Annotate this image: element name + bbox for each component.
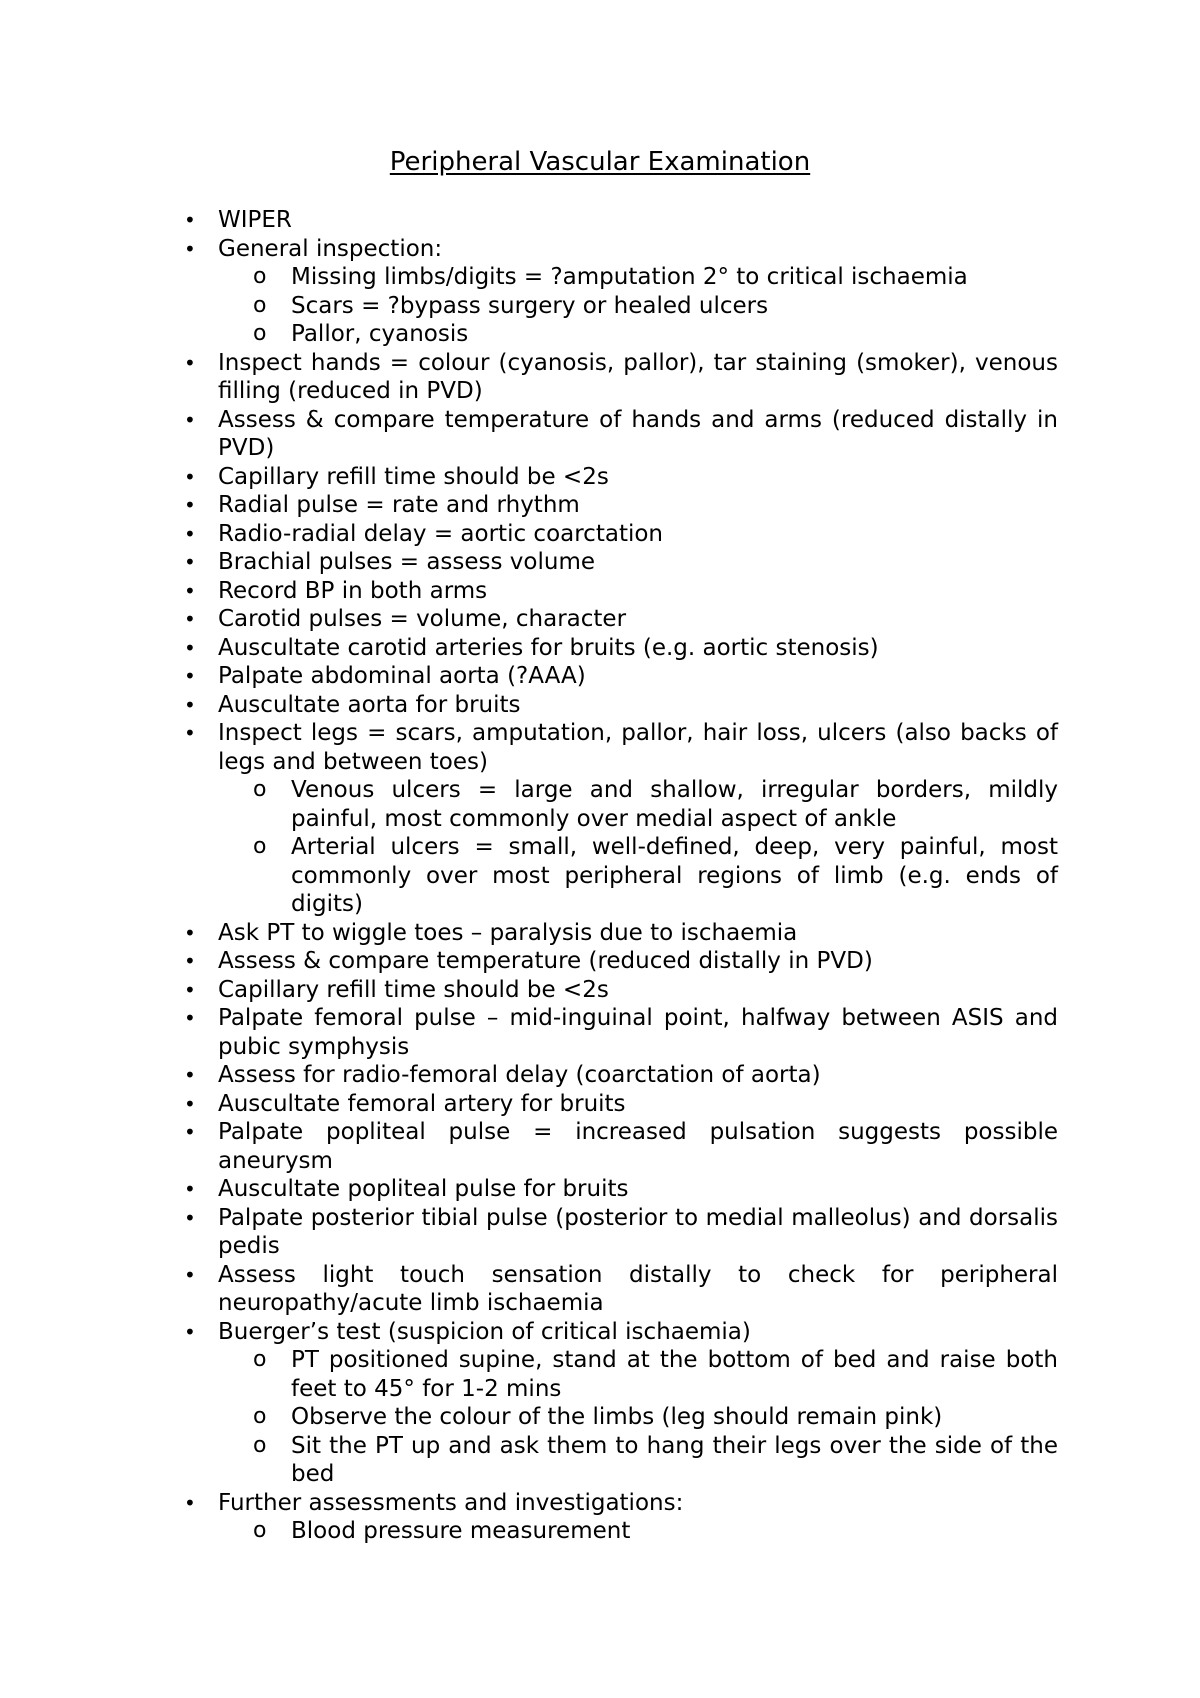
sub-list (218, 263, 1058, 349)
list-item-text: Ask PT to wiggle toes – paralysis due to ischaemia (218, 919, 798, 946)
list-item (184, 1004, 1058, 1061)
list-item (184, 349, 1058, 406)
sub-list-item (253, 1346, 1058, 1403)
bullet-icon: • (184, 949, 196, 973)
sub-list-item (253, 263, 1058, 292)
list-item-text: Brachial pulses = assess volume (218, 549, 596, 575)
list-item-text: Record BP in both arms (218, 577, 488, 604)
sub-list-item-text: Venous ulcers = large and shallow, irregular borders, mildly painful, most commonly over medial aspect of ankle (291, 777, 1058, 832)
list-item (184, 1118, 1058, 1175)
bullet-icon: • (184, 721, 196, 745)
list-item (184, 520, 1058, 549)
sub-list-item (253, 1517, 1058, 1546)
list-item-text: Radial pulse = rate and rhythm (218, 492, 580, 518)
sub-list-item (253, 1432, 1058, 1489)
list-item-text: Inspect hands = colour (cyanosis, pallor), tar staining (smoker), venous filling (reduced in PVD) (218, 349, 1058, 404)
bullet-icon: • (184, 977, 196, 1002)
sub-list-item (253, 292, 1058, 321)
list-item (184, 719, 1058, 919)
circle-bullet-icon: o (253, 1432, 267, 1458)
bullet-icon: • (184, 920, 196, 945)
bullet-icon: • (184, 1063, 196, 1087)
sub-list-item-text: Sit the PT up and ask them to hang their legs over the side of the bed (291, 1432, 1058, 1487)
bullet-icon: • (184, 550, 196, 574)
sub-list-item-text: Arterial ulcers = small, well-defined, deep, very painful, most commonly over most peripheral regions of limb (e.g. ends of digits) (291, 834, 1058, 917)
page-title: Peripheral Vascular Examination (389, 147, 811, 177)
list-item (184, 662, 1058, 691)
bullet-icon: • (184, 464, 196, 489)
list-item-text: Palpate femoral pulse – mid-inguinal point, halfway between ASIS and pubic symphysis (218, 1005, 1058, 1060)
list-item (184, 947, 1058, 976)
list-item (184, 577, 1058, 606)
list-item-text: Palpate posterior tibial pulse (posterior to medial malleolus) and dorsalis pedis (218, 1204, 1058, 1259)
list-item-text: Palpate popliteal pulse = increased pulsation suggests possible aneurysm (218, 1119, 1058, 1174)
sub-list (218, 1517, 1058, 1546)
bullet-icon: • (184, 1319, 196, 1344)
list-item-text: Assess & compare temperature (reduced distally in PVD) (218, 948, 873, 974)
list-item-text: Auscultate carotid arteries for bruits (e.g. aortic stenosis) (218, 634, 879, 661)
list-item-text: Buerger’s test (suspicion of critical ischaemia) (218, 1318, 751, 1345)
bullet-icon: • (184, 1120, 196, 1144)
list-item-text: Radio-radial delay = aortic coarctation (218, 520, 663, 547)
list-item (184, 1489, 1058, 1546)
bullet-icon: • (184, 692, 196, 717)
list-item (184, 1261, 1058, 1318)
document-body (184, 206, 1058, 1546)
bullet-icon: • (184, 1205, 196, 1230)
list-item-text: WIPER (218, 207, 292, 233)
bullet-icon: • (184, 407, 196, 432)
list-item-text: Auscultate popliteal pulse for bruits (218, 1176, 629, 1202)
bullet-icon: • (184, 236, 196, 261)
circle-bullet-icon: o (253, 321, 267, 346)
sub-list-item-text: Missing limbs/digits = ?amputation 2° to critical ischaemia (291, 264, 968, 290)
list-item (184, 206, 1058, 235)
bullet-icon: • (184, 521, 196, 546)
list-item-text: Further assessments and investigations: (218, 1489, 684, 1516)
list-item (184, 634, 1058, 663)
list-item-text: Capillary refill time should be <2s (218, 976, 609, 1003)
circle-bullet-icon: o (253, 264, 267, 289)
sub-list (218, 1346, 1058, 1489)
bullet-icon: • (184, 578, 196, 603)
list-item (184, 976, 1058, 1005)
bullet-icon: • (184, 664, 196, 688)
sub-list-item-text: Observe the colour of the limbs (leg should remain pink) (291, 1404, 943, 1430)
circle-bullet-icon: o (253, 1347, 267, 1372)
sub-list-item-text: PT positioned supine, stand at the bottom of bed and raise both feet to 45° for 1-2 mins (291, 1347, 1058, 1402)
bullet-icon: • (184, 1262, 196, 1287)
circle-bullet-icon: o (253, 777, 267, 802)
list-item (184, 691, 1058, 720)
list-item (184, 605, 1058, 634)
bullet-icon: • (184, 1091, 196, 1116)
list-item (184, 491, 1058, 520)
list-item (184, 919, 1058, 948)
bullet-icon: • (184, 208, 196, 232)
bullet-icon: • (184, 635, 196, 660)
sub-list-item (253, 833, 1058, 919)
sub-list-item-text: Pallor, cyanosis (291, 321, 469, 347)
sub-list-item (253, 776, 1058, 833)
list-item (184, 1204, 1058, 1261)
list-item (184, 1175, 1058, 1204)
list-item-text: General inspection: (218, 235, 443, 262)
list-item (184, 235, 1058, 349)
sub-list-item-text: Blood pressure measurement (291, 1518, 631, 1544)
list-item (184, 463, 1058, 492)
list-item-text: Auscultate aorta for bruits (218, 691, 521, 718)
list-item-text: Capillary refill time should be <2s (218, 463, 609, 490)
bullet-icon: • (184, 607, 196, 631)
circle-bullet-icon: o (253, 292, 267, 318)
bullet-icon: • (184, 1006, 196, 1030)
list-item (184, 1318, 1058, 1489)
list-item-text: Carotid pulses = volume, character (218, 606, 627, 632)
bullet-icon: • (184, 350, 196, 375)
list-item-text: Assess & compare temperature of hands and arms (reduced distally in PVD) (218, 406, 1058, 461)
list-item-text: Palpate abdominal aorta (?AAA) (218, 663, 586, 689)
bullet-list (184, 206, 1058, 1546)
bullet-icon: • (184, 1490, 196, 1515)
circle-bullet-icon: o (253, 1404, 267, 1429)
bullet-icon: • (184, 493, 196, 517)
list-item (184, 1090, 1058, 1119)
sub-list-item-text: Scars = ?bypass surgery or healed ulcers (291, 292, 769, 319)
list-item-text: Assess for radio-femoral delay (coarctation of aorta) (218, 1062, 821, 1088)
bullet-icon: • (184, 1177, 196, 1201)
list-item (184, 1061, 1058, 1090)
list-item-text: Assess light touch sensation distally to check for peripheral neuropathy/acute limb ischaemia (218, 1261, 1058, 1316)
sub-list-item (253, 320, 1058, 349)
list-item-text: Auscultate femoral artery for bruits (218, 1090, 626, 1117)
list-item-text: Inspect legs = scars, amputation, pallor, hair loss, ulcers (also backs of legs and between toes) (218, 720, 1058, 775)
sub-list-item (253, 1403, 1058, 1432)
list-item (184, 406, 1058, 463)
sub-list (218, 776, 1058, 919)
list-item (184, 548, 1058, 577)
circle-bullet-icon: o (253, 834, 267, 859)
circle-bullet-icon: o (253, 1518, 267, 1543)
